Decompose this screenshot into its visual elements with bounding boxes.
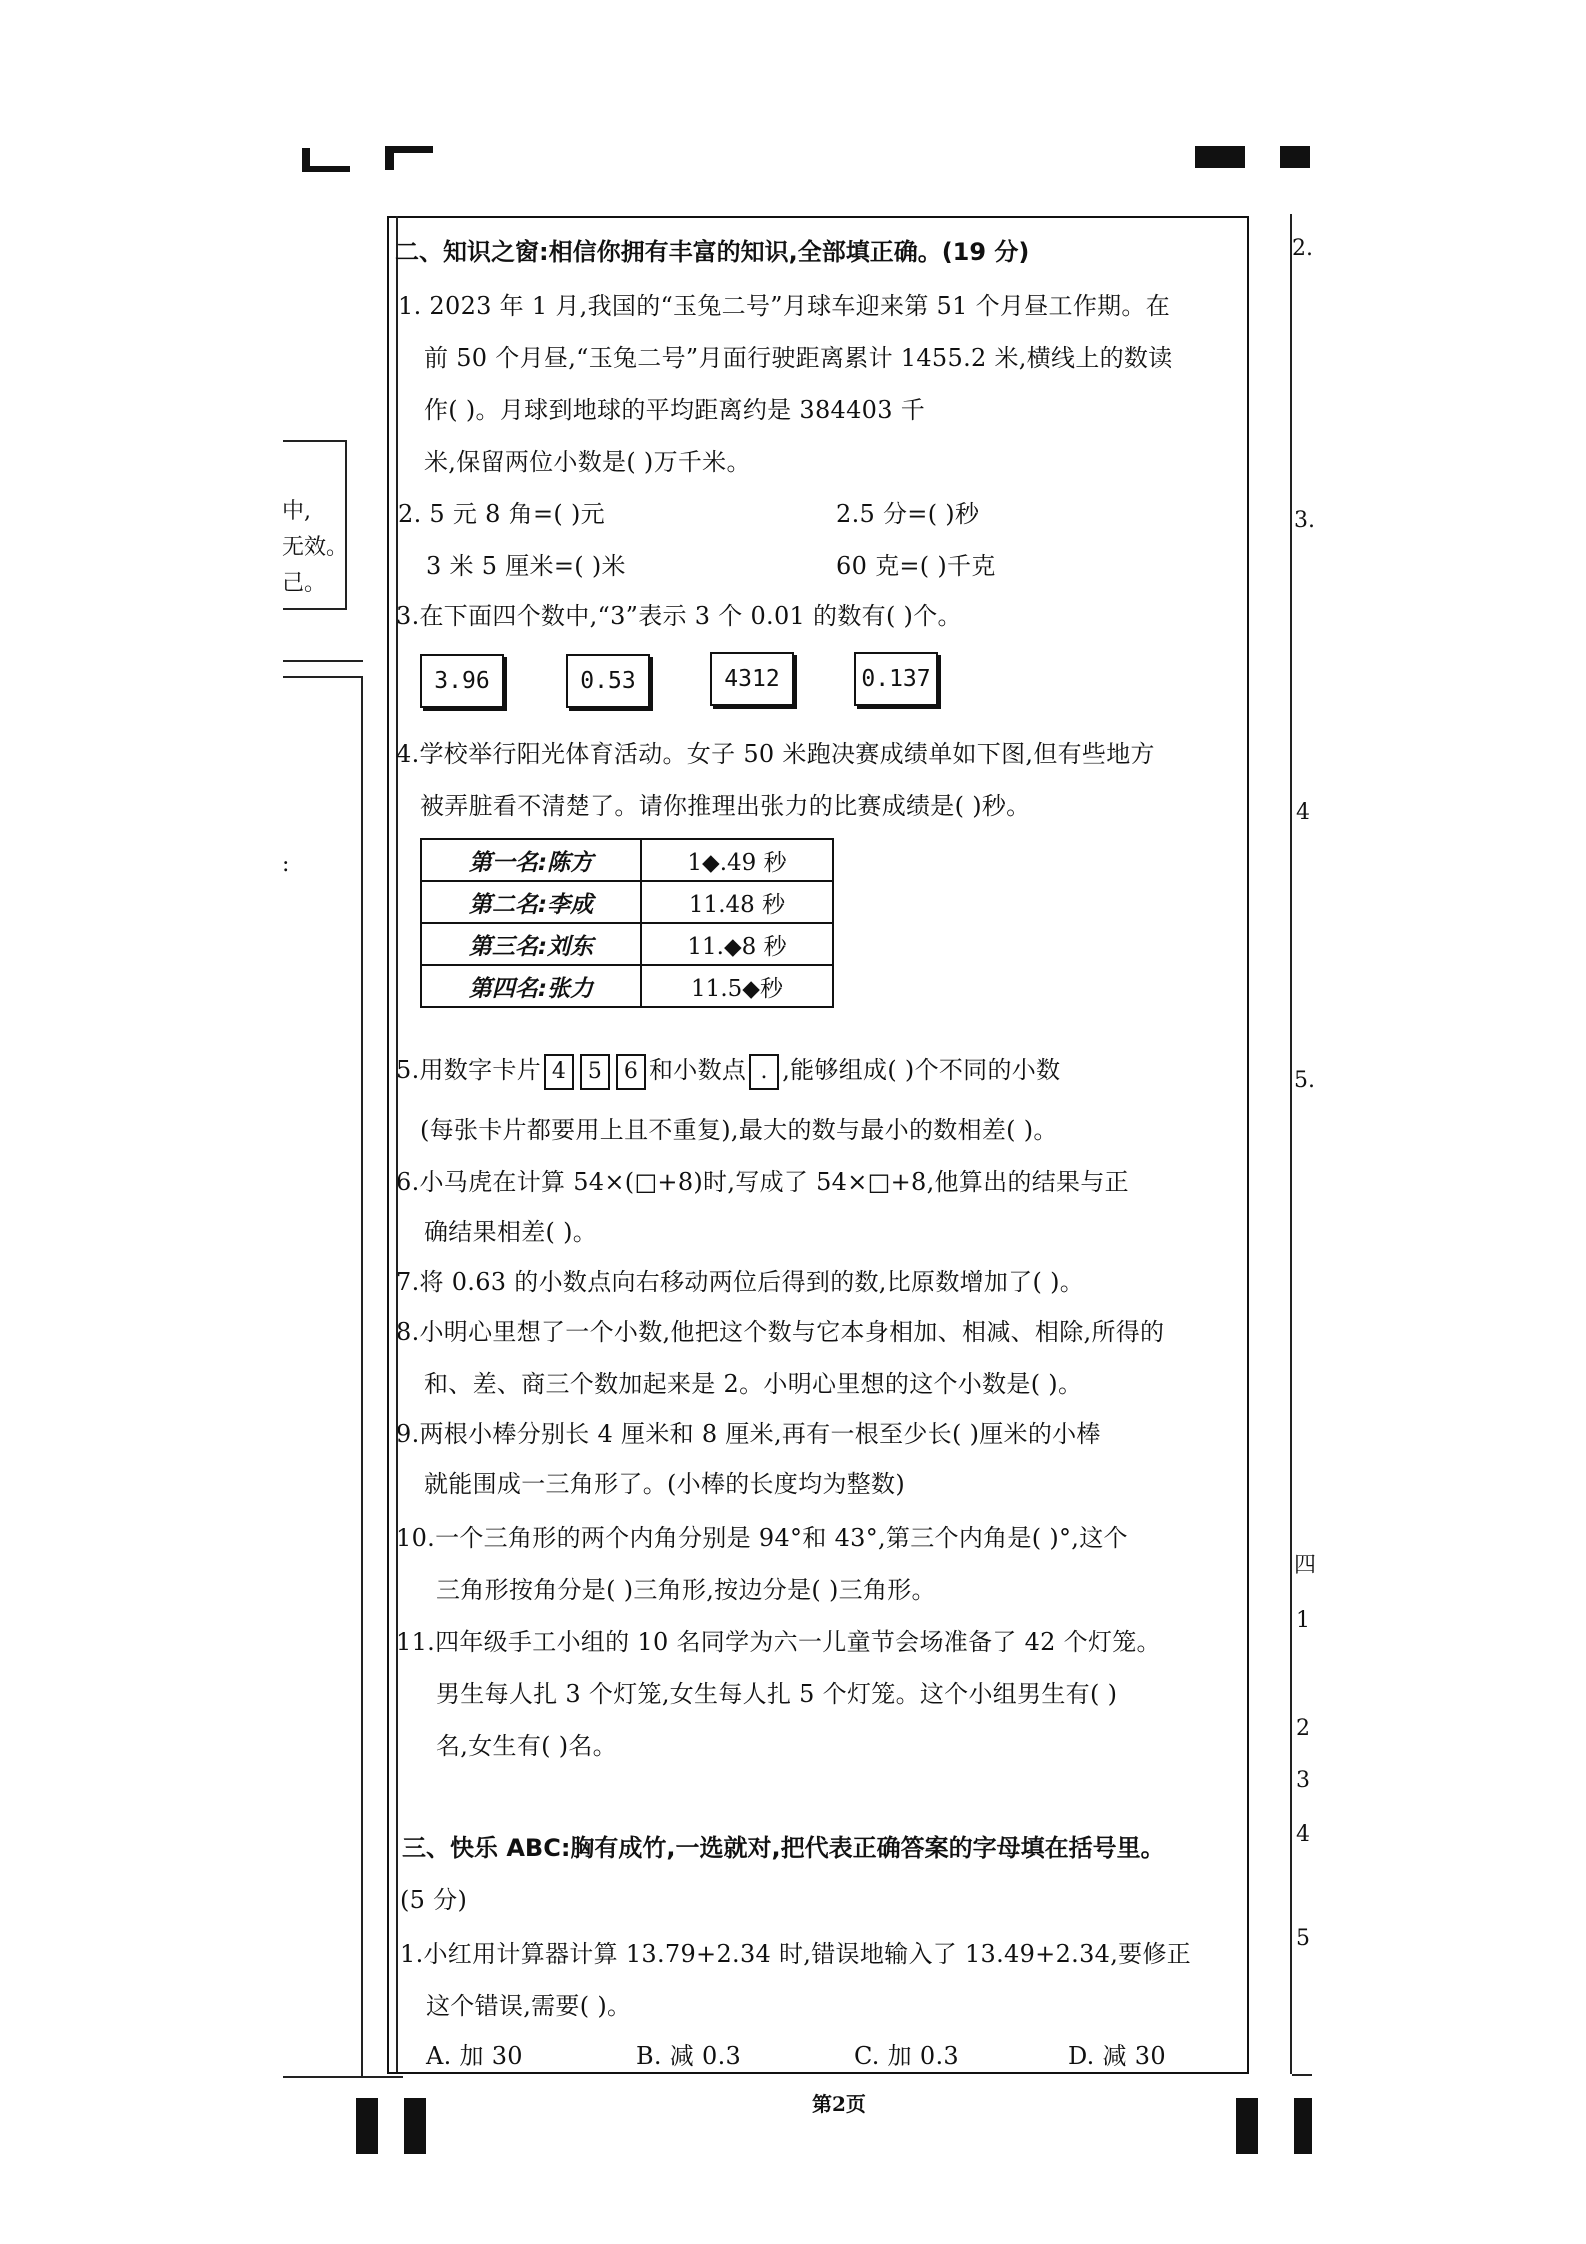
right-fragment-border — [1292, 2074, 1312, 2076]
right-fragment-label: 4 — [1296, 1822, 1310, 1847]
left-fragment-mark: : — [282, 852, 290, 877]
option-b: B. 减 0.3 — [636, 2042, 742, 2070]
right-fragment-label: 5 — [1296, 1926, 1310, 1951]
right-fragment-label: 四 — [1294, 1553, 1317, 1578]
section-3-question-1-line: 1.小红用计算器计算 13.79+2.34 时,错误地输入了 13.49+2.34,要修正 — [400, 1940, 1192, 1968]
digit-card: 6 — [616, 1054, 646, 1090]
question-3: 3.在下面四个数中,“3”表示 3 个 0.01 的数有( )个。 — [396, 602, 962, 630]
question-11-line: 11.四年级手工小组的 10 名同学为六一儿童节会场准备了 42 个灯笼。 — [396, 1628, 1161, 1656]
left-fragment-border — [345, 440, 347, 610]
question-10-line: 10.一个三角形的两个内角分别是 94°和 43°,第三个内角是( )°,这个 — [396, 1524, 1128, 1552]
registration-mark — [1280, 146, 1310, 168]
number-card: 0.53 — [566, 654, 650, 708]
question-6-line: 确结果相差( )。 — [424, 1218, 598, 1246]
question-8-line: 8.小明心里想了一个小数,他把这个数与它本身相加、相减、相除,所得的 — [396, 1318, 1165, 1346]
question-2-b: 2.5 分=( )秒 — [836, 500, 980, 528]
registration-mark — [1195, 146, 1245, 168]
question-9-line: 就能围成一三角形了。(小棒的长度均为整数) — [424, 1470, 906, 1498]
left-fragment-border — [283, 676, 363, 678]
question-11-line: 男生每人扎 3 个灯笼,女生每人扎 5 个灯笼。这个小组男生有( ) — [436, 1680, 1118, 1708]
question-5-prefix: 5.用数字卡片 — [396, 1056, 541, 1084]
section-2-title: 二、知识之窗:相信你拥有丰富的知识,全部填正确。(19 分) — [395, 238, 1030, 266]
question-1-line: 米,保留两位小数是( )万千米。 — [424, 448, 751, 476]
registration-mark — [1236, 2098, 1258, 2154]
digit-card: 5 — [580, 1054, 610, 1090]
question-4-line: 被弄脏看不清楚了。请你推理出张力的比赛成绩是( )秒。 — [420, 792, 1031, 820]
question-4-line: 4.学校举行阳光体育活动。女子 50 米跑决赛成绩单如下图,但有些地方 — [396, 740, 1155, 768]
registration-mark — [385, 146, 394, 170]
table-row — [421, 965, 833, 1007]
registration-mark — [1294, 2098, 1312, 2154]
option-c: C. 加 0.3 — [854, 2042, 959, 2070]
left-fragment-border — [283, 440, 347, 442]
question-1-line: 前 50 个月昼,“玉兔二号”月面行驶距离累计 1455.2 米,横线上的数读 — [424, 344, 1173, 372]
question-5-line-2: (每张卡片都要用上且不重复),最大的数与最小的数相差( )。 — [420, 1116, 1058, 1144]
question-9-line: 9.两根小棒分别长 4 厘米和 8 厘米,再有一根至少长( )厘米的小棒 — [396, 1420, 1101, 1448]
question-10-line: 三角形按角分是( )三角形,按边分是( )三角形。 — [436, 1576, 936, 1604]
question-6-line: 6.小马虎在计算 54×(□+8)时,写成了 54×□+8,他算出的结果与正 — [396, 1168, 1129, 1196]
registration-mark — [356, 2098, 378, 2154]
number-card: 4312 — [710, 652, 794, 706]
question-7: 7.将 0.63 的小数点向右移动两位后得到的数,比原数增加了( )。 — [396, 1268, 1085, 1296]
question-2-c: 3 米 5 厘米=( )米 — [426, 552, 626, 580]
left-fragment-text: 中, — [282, 499, 311, 524]
page-number: 第2页 — [812, 2092, 866, 2116]
registration-mark — [404, 2098, 426, 2154]
question-11-line: 名,女生有( )名。 — [436, 1732, 617, 1760]
table-cell: 11.48 秒 — [641, 881, 833, 923]
section-3-question-1-line: 这个错误,需要( )。 — [426, 1992, 632, 2020]
section-3-score: (5 分) — [400, 1886, 468, 1914]
question-1-line: 作( )。月球到地球的平均距离约是 384403 千 — [424, 396, 926, 424]
decimal-point-card: . — [749, 1054, 779, 1090]
table-row — [421, 839, 833, 881]
question-2-d: 60 克=( )千克 — [836, 552, 996, 580]
results-table — [420, 838, 834, 1008]
right-fragment-label: 2. — [1292, 236, 1313, 261]
number-card: 0.137 — [854, 652, 938, 706]
table-row — [421, 881, 833, 923]
question-5-mid: 和小数点 — [649, 1056, 747, 1084]
left-fragment-border — [283, 2076, 403, 2078]
number-card: 3.96 — [420, 654, 504, 708]
left-fragment-border — [283, 660, 363, 662]
right-fragment-label: 3 — [1296, 1768, 1310, 1793]
table-cell: 11.5◆秒 — [641, 965, 833, 1007]
table-cell: 11.◆8 秒 — [641, 923, 833, 965]
table-row — [421, 923, 833, 965]
left-fragment-border — [283, 608, 347, 610]
question-5-suffix: ,能够组成( )个不同的小数 — [782, 1056, 1061, 1084]
option-d: D. 减 30 — [1068, 2042, 1166, 2070]
table-cell: 第二名:李成 — [421, 881, 641, 923]
question-1-line: 1. 2023 年 1 月,我国的“玉兔二号”月球车迎来第 51 个月昼工作期。在 — [398, 292, 1171, 320]
question-5-line-1 — [396, 1050, 1060, 1090]
table-cell: 1◆.49 秒 — [641, 839, 833, 881]
section-3-title: 三、快乐 ABC:胸有成竹,一选就对,把代表正确答案的字母填在括号里。 — [402, 1834, 1165, 1862]
table-cell: 第一名:陈方 — [421, 839, 641, 881]
right-fragment-label: 4 — [1296, 800, 1310, 825]
left-fragment-text: 己。 — [282, 571, 327, 596]
left-fragment-border — [361, 676, 363, 2078]
digit-card: 4 — [544, 1054, 574, 1090]
table-cell: 第三名:刘东 — [421, 923, 641, 965]
right-fragment-label: 1 — [1296, 1608, 1310, 1633]
right-fragment-border — [1290, 214, 1292, 2074]
question-2-a: 2. 5 元 8 角=( )元 — [398, 500, 605, 528]
right-fragment-label: 2 — [1296, 1716, 1310, 1741]
right-fragment-label: 3. — [1294, 508, 1315, 533]
option-a: A. 加 30 — [426, 2042, 523, 2070]
left-fragment-text: 无效。 — [282, 535, 349, 560]
question-8-line: 和、差、商三个数加起来是 2。小明心里想的这个小数是( )。 — [424, 1370, 1083, 1398]
registration-mark — [302, 166, 350, 172]
right-fragment-label: 5. — [1294, 1068, 1315, 1093]
table-cell: 第四名:张力 — [421, 965, 641, 1007]
